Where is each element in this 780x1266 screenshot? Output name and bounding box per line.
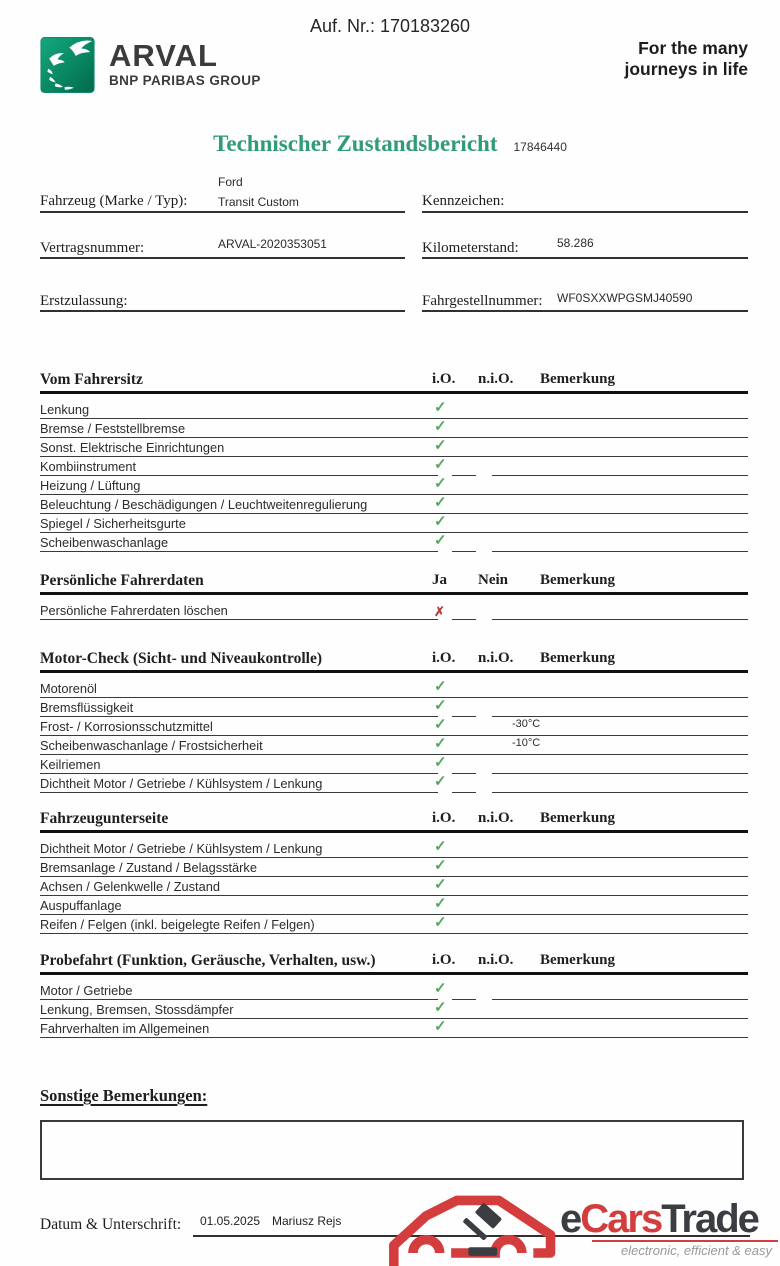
check-icon: ✓	[434, 533, 447, 549]
row-label: Motor / Getriebe	[40, 983, 133, 998]
plate-label: Kennzeichen:	[422, 193, 505, 209]
row-label: Kombiinstrument	[40, 459, 137, 474]
row-label: Bremsflüssigkeit	[40, 700, 134, 715]
section-3	[40, 810, 748, 934]
odometer-value: 58.286	[557, 236, 594, 250]
brand-subtitle: BNP PARIBAS GROUP	[109, 73, 261, 88]
check-row	[40, 419, 748, 438]
check-icon: ✓	[434, 438, 447, 454]
signature-label: Datum & Unterschrift:	[40, 1216, 182, 1233]
gavel-icon	[462, 1202, 502, 1255]
column-header-3: Bemerkung	[540, 650, 615, 666]
row-label: Heizung / Lüftung	[40, 478, 141, 493]
column-header-2: Nein	[478, 572, 508, 588]
row-label: Spiegel / Sicherheitsgurte	[40, 516, 186, 531]
check-icon: ✓	[434, 514, 447, 530]
field-line	[422, 310, 748, 312]
column-header-2: n.i.O.	[478, 952, 514, 968]
remarks-box	[40, 1120, 744, 1180]
check-row	[40, 981, 748, 1000]
check-row	[40, 774, 748, 793]
check-row	[40, 457, 748, 476]
row-line	[452, 551, 476, 552]
check-row	[40, 736, 748, 755]
check-icon: ✓	[434, 457, 447, 473]
check-icon: ✓	[434, 774, 447, 790]
vin-label: Fahrgestellnummer:	[422, 293, 543, 309]
check-row	[40, 1000, 748, 1019]
vehicle-make-value: Ford	[218, 175, 243, 189]
check-row	[40, 476, 748, 495]
wordmark-trade: Trade	[661, 1197, 758, 1241]
section-underline	[40, 972, 748, 975]
document-title-row	[0, 131, 780, 157]
section-header	[40, 572, 748, 591]
row-label: Fahrverhalten im Allgemeinen	[40, 1021, 210, 1036]
arval-logo	[40, 36, 261, 94]
field-line	[40, 310, 405, 312]
check-icon: ✓	[434, 981, 447, 997]
section-underline	[40, 670, 748, 673]
column-header-2: n.i.O.	[478, 810, 514, 826]
brand-name: ARVAL	[109, 38, 218, 73]
cross-icon: ✗	[434, 604, 445, 619]
check-icon: ✓	[434, 755, 447, 771]
section-title: Motor-Check (Sicht- und Niveaukontrolle)	[40, 650, 323, 667]
order-number: Auf. Nr.: 170183260	[309, 16, 471, 36]
row-label: Keilriemen	[40, 757, 101, 772]
row-remark: -30°C	[512, 718, 541, 730]
check-row	[40, 1019, 748, 1038]
first-registration-label: Erstzulassung:	[40, 293, 128, 309]
odometer-label: Kilometerstand:	[422, 240, 519, 256]
row-line	[40, 1037, 748, 1038]
section-underline	[40, 592, 748, 595]
row-line	[492, 619, 748, 620]
section-0	[40, 371, 748, 552]
section-header	[40, 952, 748, 971]
field-line	[422, 211, 748, 213]
row-label: Dichtheit Motor / Getriebe / Kühlsystem / Lenkung	[40, 776, 323, 791]
contract-value: ARVAL-2020353051	[218, 237, 327, 251]
column-header-1: i.O.	[432, 952, 456, 968]
row-label: Scheibenwaschanlage / Frostsicherheit	[40, 738, 263, 753]
section-title: Fahrzeugunterseite	[40, 810, 169, 827]
vehicle-make-label: Fahrzeug (Marke / Typ):	[40, 193, 188, 209]
column-header-3: Bemerkung	[540, 952, 615, 968]
logo-tagline: electronic, efficient & easy	[620, 1243, 772, 1258]
column-header-2: n.i.O.	[478, 371, 514, 387]
column-header-1: Ja	[432, 572, 447, 588]
column-header-3: Bemerkung	[540, 572, 615, 588]
check-icon: ✓	[434, 495, 447, 511]
check-row	[40, 438, 748, 457]
vin-value: WF0SXXWPGSMJ40590	[557, 291, 693, 305]
section-header	[40, 650, 748, 669]
check-icon: ✓	[434, 1000, 447, 1016]
row-line	[40, 551, 438, 552]
field-line	[422, 257, 748, 259]
check-row	[40, 514, 748, 533]
check-icon: ✓	[434, 896, 447, 912]
check-row	[40, 698, 748, 717]
check-row	[40, 400, 748, 419]
row-remark: -10°C	[512, 737, 541, 749]
field-line	[40, 257, 405, 259]
row-label: Achsen / Gelenkwelle / Zustand	[40, 879, 220, 894]
check-icon: ✓	[434, 1019, 447, 1035]
section-title: Probefahrt (Funktion, Geräusche, Verhalten, usw.)	[40, 952, 376, 969]
contract-label: Vertragsnummer:	[40, 240, 145, 256]
check-icon: ✓	[434, 877, 447, 893]
row-line	[492, 551, 748, 552]
row-label: Beleuchtung / Beschädigungen / Leuchtweitenregulierung	[40, 497, 368, 512]
section-1	[40, 572, 748, 620]
check-row	[40, 717, 748, 736]
wordmark-e: e	[560, 1197, 581, 1241]
check-row	[40, 679, 748, 698]
section-header	[40, 371, 748, 390]
row-label: Sonst. Elektrische Einrichtungen	[40, 440, 225, 455]
row-label: Motorenöl	[40, 681, 97, 696]
slogan-line-1: For the many	[638, 38, 748, 58]
check-row	[40, 877, 748, 896]
row-line	[40, 619, 438, 620]
column-header-1: i.O.	[432, 650, 456, 666]
check-icon: ✓	[434, 839, 447, 855]
row-line	[452, 792, 476, 793]
field-line	[40, 211, 405, 213]
row-label: Bremsanlage / Zustand / Belagsstärke	[40, 860, 257, 875]
wordmark-cars: Cars	[580, 1197, 662, 1241]
check-row	[40, 495, 748, 514]
section-title: Persönliche Fahrerdaten	[40, 572, 204, 589]
check-icon: ✓	[434, 698, 447, 714]
row-label: Scheibenwaschanlage	[40, 535, 169, 550]
check-row	[40, 533, 748, 552]
section-4	[40, 952, 748, 1038]
check-row	[40, 601, 748, 620]
brand-slogan	[625, 38, 749, 80]
column-header-1: i.O.	[432, 810, 456, 826]
check-icon: ✓	[434, 717, 447, 733]
column-header-2: n.i.O.	[478, 650, 514, 666]
column-header-3: Bemerkung	[540, 371, 615, 387]
row-line	[40, 933, 748, 934]
vehicle-model-value: Transit Custom	[218, 195, 299, 209]
check-row	[40, 755, 748, 774]
row-line	[40, 792, 438, 793]
row-label: Persönliche Fahrerdaten löschen	[40, 603, 228, 618]
section-header	[40, 810, 748, 829]
ecarstrade-wordmark	[560, 1197, 758, 1242]
section-title: Vom Fahrersitz	[40, 371, 143, 388]
check-row	[40, 858, 748, 877]
section-2	[40, 650, 748, 793]
check-row	[40, 839, 748, 858]
check-icon: ✓	[434, 419, 447, 435]
row-label: Auspuffanlage	[40, 898, 122, 913]
check-icon: ✓	[434, 400, 447, 416]
bnp-paribas-birds-icon	[40, 36, 95, 94]
ecarstrade-car-icon	[380, 1188, 572, 1266]
check-row	[40, 896, 748, 915]
report-number: 17846440	[513, 140, 567, 154]
check-icon: ✓	[434, 915, 447, 931]
row-line	[452, 619, 476, 620]
check-icon: ✓	[434, 736, 447, 752]
row-label: Lenkung	[40, 402, 90, 417]
row-label: Bremse / Feststellbremse	[40, 421, 186, 436]
row-label: Reifen / Felgen (inkl. beigelegte Reifen / Felgen)	[40, 917, 315, 932]
check-icon: ✓	[434, 679, 447, 695]
signature-name: Mariusz Rejs	[272, 1214, 342, 1228]
row-line	[492, 792, 748, 793]
document-title: Technischer Zustandsbericht	[213, 131, 498, 156]
section-underline	[40, 391, 748, 394]
check-icon: ✓	[434, 476, 447, 492]
signature-date: 01.05.2025	[200, 1214, 261, 1228]
check-row	[40, 915, 748, 934]
check-icon: ✓	[434, 858, 447, 874]
column-header-3: Bemerkung	[540, 810, 615, 826]
column-header-1: i.O.	[432, 371, 456, 387]
row-label: Frost- / Korrosionsschutzmittel	[40, 719, 213, 734]
slogan-line-2: journeys in life	[624, 59, 748, 79]
row-label: Lenkung, Bremsen, Stossdämpfer	[40, 1002, 234, 1017]
row-label: Dichtheit Motor / Getriebe / Kühlsystem / Lenkung	[40, 841, 323, 856]
section-underline	[40, 830, 748, 833]
remarks-heading: Sonstige Bemerkungen:	[40, 1086, 208, 1105]
